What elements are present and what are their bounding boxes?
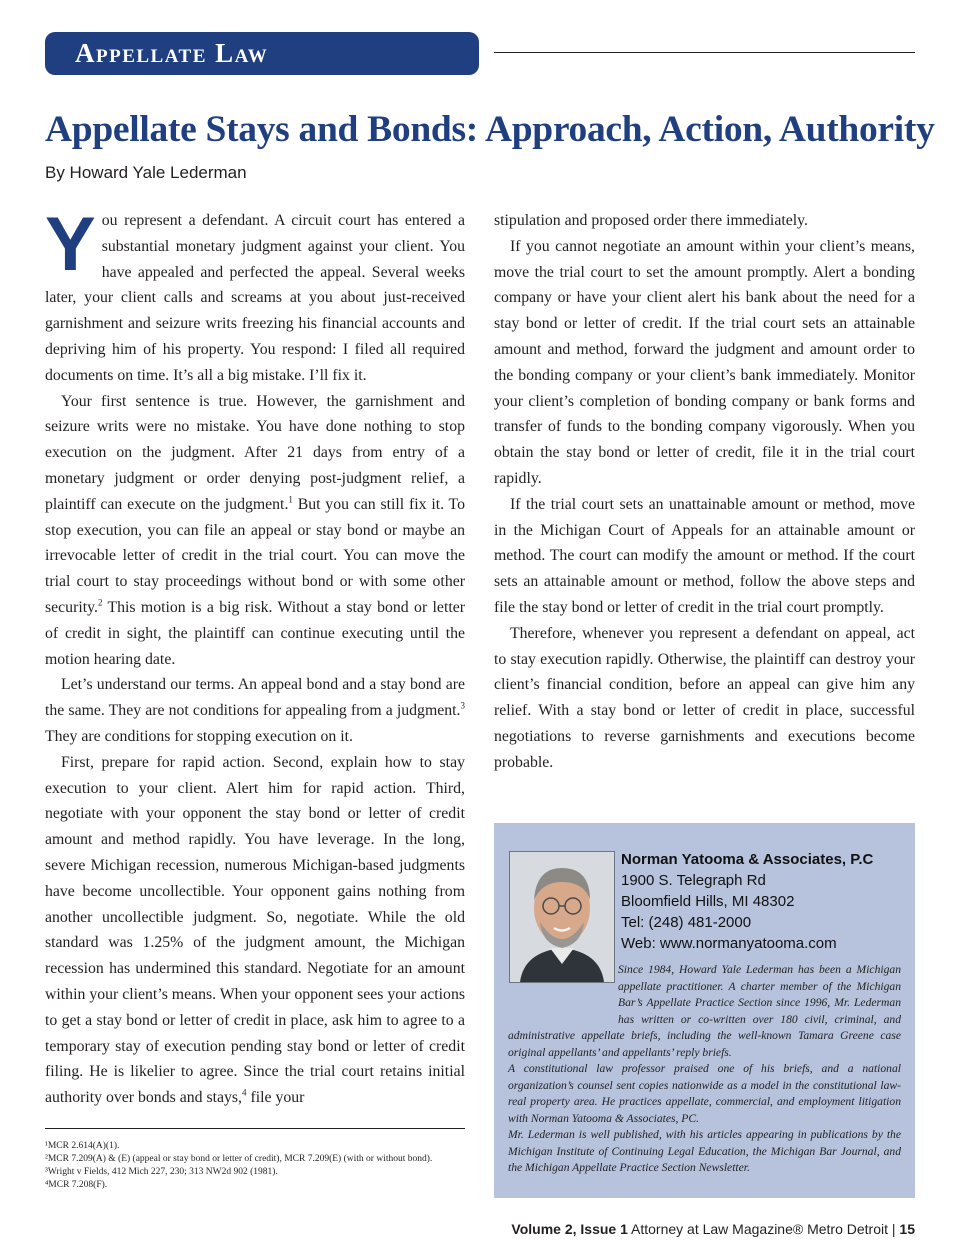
firm-phone: Tel: (248) 481-2000 — [621, 914, 752, 931]
firm-address-line-1: 1900 S. Telegraph Rd — [621, 872, 766, 889]
byline: By Howard Yale Lederman — [45, 163, 247, 182]
footnote-ref-4: 4 — [242, 1087, 247, 1098]
header-rule — [494, 52, 915, 53]
footer-issue: Volume 2, Issue 1 — [511, 1221, 628, 1237]
paragraph-2: Your first sentence is true. However, the garnishment and seizure writs were no mistake. You have done nothing to stop execution on the judgment. After 21 days from entry of a monetary judgment or order denying post-judgment relief, a plaintiff can execute on the judgment.$^1$ But you can still fix it. To stop execution, you can file an appeal or stay bond or maybe an irrevocable letter of credit in the trial court. You can move the trial court to stay proceedings without bond or with some other security.$^2$ This motion is a big risk. Without a stay bond or letter of credit in sight, the plaintiff can continue executing until the motion hearing date. — [45, 392, 465, 668]
left-column — [45, 202, 465, 1111]
paragraph-r2: If you cannot negotiate an amount within your client’s means, move the trial court to set the amount promptly. Alert a bonding company or have your client alert his bank about the need for a stay bond or letter of credit. If the trial court sets an attainable amount and method, forward the judgment and amount order to the bonding company or your client’s bank immediately. Monitor your client’s completion of bonding company or bank forms and transfer of funds to the bonding company vigorously. When you obtain the stay bond or letter of credit, file it in the trial court rapidly. — [494, 237, 915, 487]
footnote-2: ²MCR 7.209(A) & (E) (appeal or stay bond or letter of credit), MCR 7.209(E) (with or without bond). — [45, 1154, 433, 1164]
paragraph-1: You represent a defendant. A circuit court has entered a substantial monetary judgment against your client. You have appealed and perfected the appeal. Several weeks later, your client calls and screams at you about just-received garnishment and seizure writs freezing his financial accounts and depriving him of his property. You respond: I filed all required documents on time. It’s all a big mistake. I’ll fix it. — [45, 202, 465, 384]
paragraph-r4: Therefore, whenever you represent a defendant on appeal, act to stay execution rapidly. Otherwise, the plaintiff can destroy your client’s financial condition, before an appeal can give him any relief. With a stay bond or letter of credit in place, successful negotiations to reverse garnishments and executions become probable. — [494, 624, 915, 771]
bio-paragraph-2: A constitutional law professor praised one of his briefs, and a national organization’s counsel sent copies nationwide as a model in the constitutional law-real property area. He practices appellate, commercial, and employment litigation with Norman Yatooma & Associates, PC. — [508, 1062, 901, 1125]
page-number: 15 — [899, 1221, 915, 1237]
author-bio — [508, 962, 901, 1177]
firm-address-line-2: Bloomfield Hills, MI 48302 — [621, 893, 795, 910]
footnote-ref-1: 1 — [288, 494, 293, 505]
author-ad-box — [494, 823, 915, 1198]
footnote-ref-2: 2 — [97, 597, 103, 608]
section-tab — [45, 32, 479, 75]
right-column — [494, 208, 915, 776]
footer-magazine: Attorney at Law Magazine® Metro Detroit | — [627, 1221, 900, 1237]
firm-name: Norman Yatooma & Associates, P.C — [621, 851, 874, 868]
bio-paragraph-1: Since 1984, Howard Yale Lederman has been a Michigan appellate practitioner. A charter member of the Michigan Bar’s Appellate Practice Section since 1996, Mr. Lederman has written or co-written over 180 civil, criminal, and administrative appellate briefs, including the well-known Tamara Greene case original appellants’ and appellants’ reply briefs. — [508, 963, 901, 1059]
paragraph-r3: If the trial court sets an unattainable amount or method, move in the Michigan Court of Appeals for an attainable amount or method. The court can modify the amount or method. If the court sets an attainable amount or method, follow the above steps and file the stay bond or letter of credit in the trial court promptly. — [494, 495, 915, 616]
footnote-ref-3: 3 — [460, 700, 465, 711]
dropcap: Y — [45, 202, 96, 287]
footnote-1: ¹MCR 2.614(A)(1). — [45, 1141, 120, 1151]
paragraph-r1: stipulation and proposed order there immediately. — [494, 212, 808, 229]
footnotes — [45, 1140, 465, 1192]
paragraph-3: Let’s understand our terms. An appeal bond and a stay bond are the same. They are not conditions for appealing from a judgment.$^3$ They are conditions for stopping execution on it. — [45, 676, 465, 745]
bio-paragraph-3: Mr. Lederman is well published, with his articles appearing in publications by the Michigan Institute of Continuing Legal Education, the Michigan Bar Journal, and the Michigan Appellate Practice Section Newsletter. — [508, 1128, 901, 1174]
firm-contact — [621, 849, 873, 954]
footnote-3: ³Wright v Fields, 412 Mich 227, 230; 313 NW2d 902 (1981). — [45, 1167, 278, 1177]
article-title: Appellate Stays and Bonds: Approach, Action, Authority — [45, 109, 935, 150]
footnote-rule — [45, 1128, 465, 1129]
paragraph-4: First, prepare for rapid action. Second, explain how to stay execution to your client. Alert him for rapid action. Third, negotiate with your opponent the stay bond or letter of credit amount and method rapidly. You have leverage. In the long, severe Michigan recession, numerous Michigan-based judgments have become uncollectible. Your opponent gains nothing from another uncollectible judgment. So, negotiate. While the old standard was 1.25% of the judgment amount, the Michigan recession has undermined this standard. Negotiate for an amount within your client’s means. When your opponent sees your actions to get a stay bond or letter of credit in place, ask him to agree to a temporary stay of execution pending stay bond or letter of credit filing. He is likelier to agree. Since the trial court retains initial authority over bonds and stays,$^4$ file your — [45, 753, 465, 1107]
firm-website[interactable]: Web: www.normanyatooma.com — [621, 935, 837, 952]
section-label: Appellate Law — [75, 38, 269, 68]
page-footer — [511, 1221, 915, 1237]
footnote-4: ⁴MCR 7.208(F). — [45, 1180, 108, 1190]
